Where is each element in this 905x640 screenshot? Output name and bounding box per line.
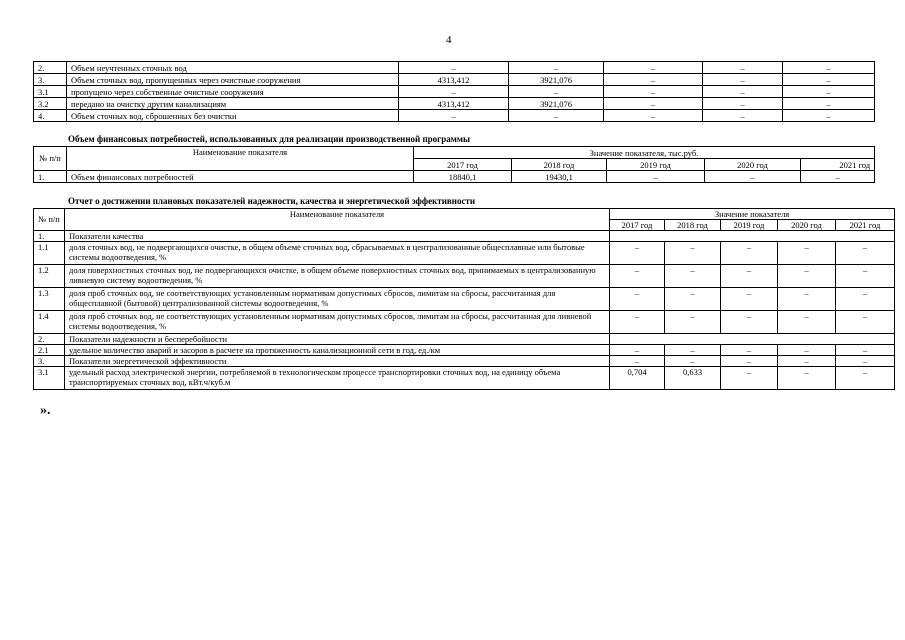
value-2021: – (836, 367, 895, 390)
value-2021: – (836, 311, 895, 334)
table-row (34, 86, 875, 98)
row-number: 1.4 (34, 311, 65, 334)
table-row (34, 62, 875, 74)
closing-quote-mark: ». (40, 403, 51, 418)
report-header-value: Значение показателя (610, 209, 895, 220)
report-year-2018: 2018 год (665, 220, 721, 231)
table-row (34, 288, 895, 311)
value-2021: – (836, 242, 895, 265)
finance-caption: Объем финансовых потребностей, использованных для реализации производственной программы (68, 134, 471, 144)
value-2019: – (721, 242, 778, 265)
row-name: Объем сточных вод, сброшенных без очистки (67, 110, 399, 122)
row-name: доля сточных вод, не подвергающихся очистке, в общем объеме сточных вод, сбрасываемых в централизованные общесплавные или бытовые системы водоотведения, % (65, 242, 610, 265)
value-2019: – (604, 110, 703, 122)
section-title: Показатели надежности и бесперебойности (65, 334, 610, 345)
value-2018: – (665, 242, 721, 265)
value-2017: – (610, 311, 665, 334)
value-2019: – (721, 367, 778, 390)
value-2017: 18840,1 (414, 171, 512, 183)
value-2019: – (604, 62, 703, 74)
row-number: 2.1 (34, 345, 65, 356)
value-2018: – (665, 311, 721, 334)
section-row (34, 231, 895, 242)
value-2017: 4313,412 (399, 98, 509, 110)
value-2018: – (665, 356, 721, 367)
value-2021: – (783, 98, 875, 110)
value-2021: – (783, 86, 875, 98)
value-2019: – (721, 265, 778, 288)
value-2020: – (703, 110, 783, 122)
finance-year-2020: 2020 год (705, 159, 801, 171)
value-2017: – (399, 62, 509, 74)
value-2018: – (665, 288, 721, 311)
value-2021: – (836, 288, 895, 311)
row-name: удельное количество аварий и засоров в расчете на протяженность канализационной сети в год, ед./км (65, 345, 610, 356)
table-row (34, 311, 895, 334)
row-number: 3.2 (34, 98, 67, 110)
value-2018: 3921,076 (509, 98, 604, 110)
table-row (34, 242, 895, 265)
report-year-2020: 2020 год (778, 220, 836, 231)
report-year-2021: 2021 год (836, 220, 895, 231)
table-row (34, 345, 895, 356)
value-2019: – (721, 356, 778, 367)
value-2021: – (801, 171, 875, 183)
row-name: Объем сточных вод, пропущенных через очистные сооружения (67, 74, 399, 86)
value-2019: – (721, 345, 778, 356)
row-number: 4. (34, 110, 67, 122)
table-row (34, 265, 895, 288)
row-name: доля поверхностных сточных вод, не подвергающихся очистке, в общем объеме поверхностных сточных вод, принимаемых в централизованную ливневую систему водоотведения, % (65, 265, 610, 288)
row-name: передано на очистку другим канализациям (67, 98, 399, 110)
value-2018: – (509, 86, 604, 98)
report-header-name: Наименование показателя (65, 209, 610, 231)
table-row (34, 98, 875, 110)
value-2017: – (610, 356, 665, 367)
finance-year-2018: 2018 год (512, 159, 607, 171)
value-2020: – (778, 242, 836, 265)
value-2021: – (783, 110, 875, 122)
value-2021: – (836, 356, 895, 367)
value-2020: – (703, 62, 783, 74)
row-name: Объем неучтенных сточных вод (67, 62, 399, 74)
page-number: 4 (446, 34, 452, 46)
wastewater-volume-table (33, 61, 875, 122)
section-row (34, 356, 895, 367)
row-name: пропущено через собственные очистные сооружения (67, 86, 399, 98)
value-2020: – (705, 171, 801, 183)
table-row (34, 367, 895, 390)
value-2017: 4313,412 (399, 74, 509, 86)
value-2021: – (783, 62, 875, 74)
value-2018: – (509, 62, 604, 74)
row-number: 2. (34, 62, 67, 74)
row-name: доля проб сточных вод, не соответствующих установленным нормативам допустимых сбросов, лимитам на сбросы, рассчитанная для ливневой системы водоотведения, % (65, 311, 610, 334)
finance-header-value: Значение показателя, тыс.руб. (414, 147, 875, 159)
report-table (33, 208, 895, 390)
report-header-num: № п/п (34, 209, 65, 231)
value-2018: – (665, 265, 721, 288)
value-2019: – (721, 288, 778, 311)
value-2017: – (610, 345, 665, 356)
finance-header-name: Наименование показателя (67, 147, 414, 171)
section-row (34, 334, 895, 345)
row-number: 1.2 (34, 265, 65, 288)
empty-cell (610, 334, 895, 345)
row-number: 3. (34, 356, 65, 367)
value-2020: – (703, 74, 783, 86)
table-row (34, 171, 875, 183)
section-title: Показатели энергетической эффективности (65, 356, 610, 367)
finance-year-2019: 2019 год (607, 159, 705, 171)
finance-table (33, 146, 875, 183)
value-2017: – (610, 265, 665, 288)
value-2018: 19430,1 (512, 171, 607, 183)
row-number: 3. (34, 74, 67, 86)
row-name: удельный расход электрической энергии, потребляемой в технологическом процессе транспортировки сточных вод, на единицу объема транспортируемых сточных вод, кВт.ч/куб.м (65, 367, 610, 390)
row-number: 1. (34, 171, 67, 183)
value-2021: – (836, 345, 895, 356)
report-year-2017: 2017 год (610, 220, 665, 231)
value-2017: 0,704 (610, 367, 665, 390)
report-caption: Отчет о достижении плановых показателей надежности, качества и энергетической эффективности (68, 196, 476, 206)
value-2017: – (399, 86, 509, 98)
value-2020: – (778, 345, 836, 356)
value-2020: – (778, 288, 836, 311)
value-2020: – (778, 356, 836, 367)
value-2017: – (610, 288, 665, 311)
empty-cell (610, 231, 895, 242)
table-row (34, 74, 875, 86)
table-row (34, 110, 875, 122)
value-2019: – (721, 311, 778, 334)
finance-year-2021: 2021 год (801, 159, 875, 171)
value-2019: – (604, 86, 703, 98)
value-2020: – (778, 265, 836, 288)
row-name: Объем финансовых потребностей (67, 171, 414, 183)
value-2018: 3921,076 (509, 74, 604, 86)
row-number: 3.1 (34, 367, 65, 390)
value-2021: – (836, 265, 895, 288)
value-2018: – (665, 345, 721, 356)
value-2019: – (604, 74, 703, 86)
row-number: 1.1 (34, 242, 65, 265)
value-2020: – (778, 311, 836, 334)
value-2018: 0,633 (665, 367, 721, 390)
finance-year-2017: 2017 год (414, 159, 512, 171)
report-year-2019: 2019 год (721, 220, 778, 231)
row-number: 3.1 (34, 86, 67, 98)
section-title: Показатели качества (65, 231, 610, 242)
value-2021: – (783, 74, 875, 86)
row-number: 2. (34, 334, 65, 345)
value-2017: – (399, 110, 509, 122)
value-2020: – (778, 367, 836, 390)
value-2019: – (604, 98, 703, 110)
value-2018: – (509, 110, 604, 122)
value-2020: – (703, 98, 783, 110)
row-number: 1.3 (34, 288, 65, 311)
value-2017: – (610, 242, 665, 265)
row-name: доля проб сточных вод, не соответствующих установленным нормативам допустимых сбросов, лимитам на сбросы, рассчитанная для общесплавной (бытовой) централизованной системы водоотведения, % (65, 288, 610, 311)
value-2019: – (607, 171, 705, 183)
finance-header-num: № п/п (34, 147, 67, 171)
row-number: 1. (34, 231, 65, 242)
value-2020: – (703, 86, 783, 98)
